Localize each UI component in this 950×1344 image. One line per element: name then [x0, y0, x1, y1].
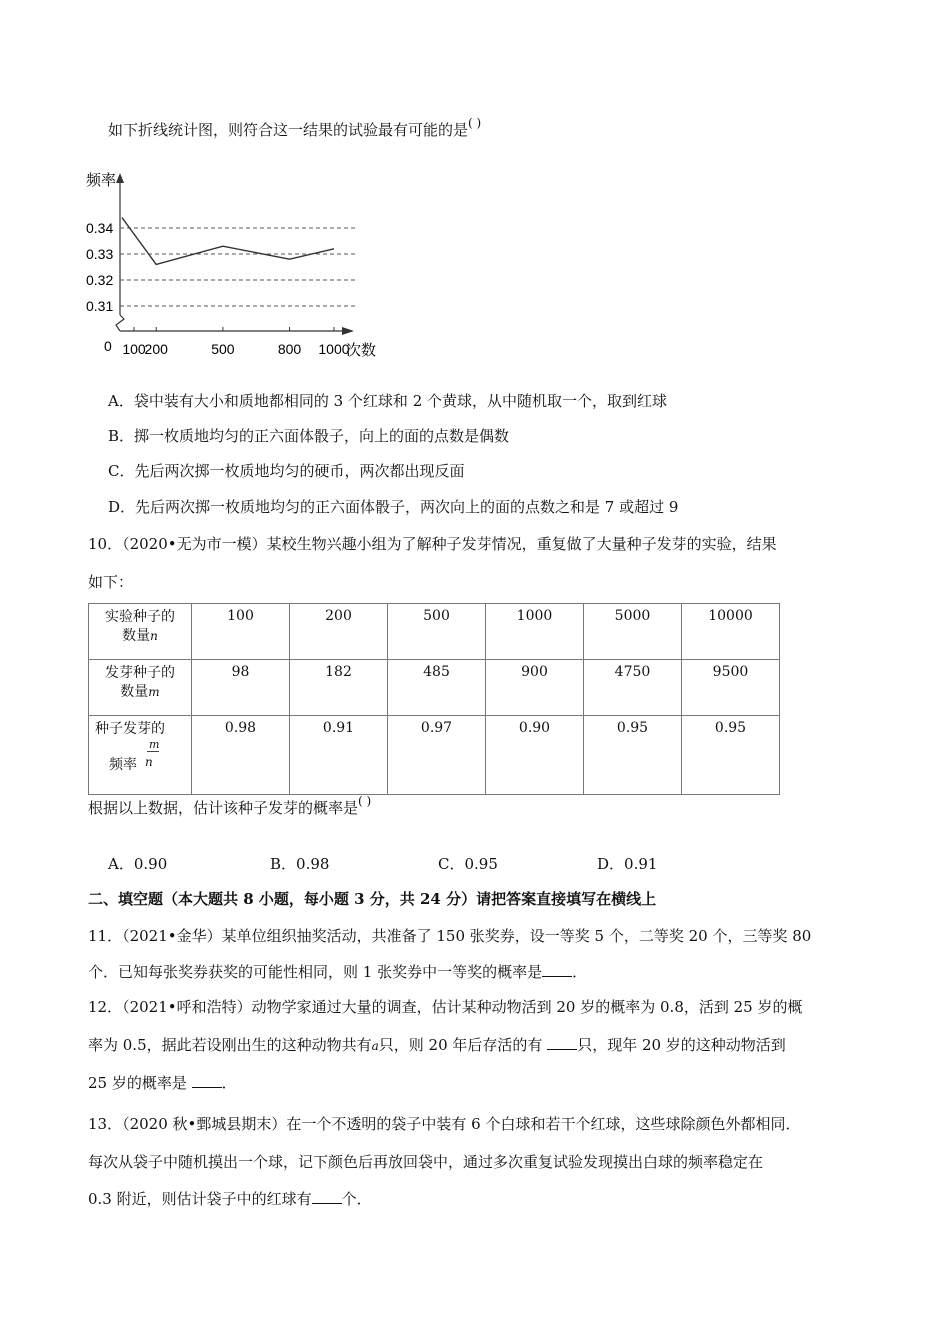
q10-line1: [88, 534, 777, 554]
table-cell: 9500: [682, 660, 780, 716]
row-header-germinated-count: 发芽种子的 数量m: [89, 660, 192, 716]
x-axis-arrow: [342, 327, 354, 335]
table-cell: 1000: [486, 604, 584, 660]
q10-number: 10．: [88, 535, 123, 553]
fraction-numerator: m: [149, 738, 160, 751]
y-axis-label: 频率: [86, 172, 117, 189]
y-tick-label: 0.32: [86, 272, 114, 288]
y-tick-label: 0.34: [86, 220, 114, 236]
table-cell: 200: [290, 604, 388, 660]
origin-label: 0: [104, 338, 112, 354]
option-text: 袋中装有大小和质地都相同的 3 个红球和 2 个黄球，从中随机取一个，取到红球: [133, 392, 668, 410]
seed-germination-table: [88, 603, 780, 795]
q11-line2: 个．已知每张奖券获奖的可能性相同，则 1 张奖券中一等奖的概率是 ．: [88, 963, 588, 981]
x-tick-label: 200: [144, 341, 168, 357]
table-cell: 0.95: [682, 716, 780, 795]
table-row: [89, 604, 780, 660]
answer-blank[interactable]: [547, 1035, 577, 1050]
y-axis-arrow: [116, 173, 124, 183]
option-text: 掷一枚质地均匀的正六面体骰子，向上的面的点数是偶数: [134, 427, 510, 445]
q9-option-a: [108, 391, 667, 411]
option-letter: B．: [108, 427, 135, 445]
option-letter: D．: [108, 498, 136, 516]
q10-option-b: B．0.98: [270, 855, 330, 873]
table-cell: 5000: [584, 604, 682, 660]
table-cell: 485: [388, 660, 486, 716]
table-cell: 500: [388, 604, 486, 660]
table-cell: 900: [486, 660, 584, 716]
q12-line3: 25 岁的概率是 ．: [88, 1074, 237, 1092]
table-cell: 0.90: [486, 716, 584, 795]
q10-line2: 如下：: [88, 573, 134, 591]
q12-line1: 12．（2021•呼和浩特）动物学家通过大量的调查，估计某种动物活到 20 岁的概率为 0.8，活到 25 岁的概: [88, 998, 803, 1016]
var-m: m: [148, 685, 160, 699]
q12-line2: 率为 0.5，据此若设刚出生的这种动物共有a只，则 20 年后存活的有 只，现年 20 岁的这种动物活到: [88, 1036, 786, 1054]
q10-option-c: C．0.95: [438, 855, 498, 873]
q10-after: 根据以上数据，估计该种子发芽的概率是( ): [88, 794, 372, 817]
option-text: 先后两次掷一枚质地均匀的正六面体骰子，两次向上的面的点数之和是 7 或超过 9: [135, 498, 679, 516]
q13-line3: 0.3 附近，则估计袋子中的红球有 个．: [88, 1190, 372, 1208]
q9-intro: [108, 116, 482, 141]
table-cell: 0.95: [584, 716, 682, 795]
x-tick-label: 1000: [318, 341, 350, 357]
y-tick-label: 0.31: [86, 298, 114, 314]
x-axis-label: 次数: [346, 342, 377, 359]
q10-answer-paren: ( ): [358, 794, 372, 808]
table-cell: 0.97: [388, 716, 486, 795]
table-row: [89, 660, 780, 716]
q9-option-d: [108, 497, 678, 517]
q9-answer-paren: ( ): [468, 116, 482, 130]
table-cell: 100: [192, 604, 290, 660]
q10-source: （2020•无为市一模）: [122, 535, 267, 553]
q10-option-a: A．0.90: [108, 855, 168, 873]
frequency-line-chart: [80, 165, 390, 365]
fraction-denominator: n: [145, 755, 153, 769]
option-letter: A．: [108, 392, 134, 410]
y-tick-label: 0.33: [86, 246, 114, 262]
table-cell: 182: [290, 660, 388, 716]
axis-break-symbol: [116, 315, 124, 331]
answer-blank[interactable]: [312, 1189, 342, 1204]
option-text: 先后两次掷一枚质地均匀的硬币，两次都出现反面: [134, 462, 465, 480]
q10-text: 某校生物兴趣小组为了解种子发芽情况，重复做了大量种子发芽的实验，结果: [266, 535, 777, 553]
x-tick-label: 500: [211, 341, 235, 357]
table-cell: 0.98: [192, 716, 290, 795]
table-cell: 98: [192, 660, 290, 716]
q11-line1: 11．（2021•金华）某单位组织抽奖活动，共准备了 150 张奖券，设一等奖 5 个，二等奖 20 个，三等奖 80: [88, 927, 812, 945]
section-heading: 二、填空题（本大题共 8 小题，每小题 3 分，共 24 分）请把答案直接填写在横线上: [88, 890, 657, 908]
q13-line2: 每次从袋子中随机摸出一个球，记下颜色后再放回袋中，通过多次重复试验发现摸出白球的频率稳定在: [88, 1153, 764, 1171]
q9-option-c: [108, 461, 465, 481]
frequency-series-line: [122, 218, 334, 265]
row-header-seed-count: 实验种子的 数量n: [89, 604, 192, 660]
q9-option-b: [108, 426, 509, 446]
q13-line1: 13．（2020 秋•鄄城县期末）在一个不透明的袋子中装有 6 个白球和若干个红球，这些球除颜色外都相同．: [88, 1115, 801, 1133]
q10-option-d: D．0.91: [597, 855, 658, 873]
table-row: [89, 716, 780, 795]
q9-intro-text: 如下折线统计图，则符合这一结果的试验最有可能的是: [108, 121, 469, 139]
table-cell: 0.91: [290, 716, 388, 795]
var-a: a: [371, 1039, 379, 1053]
answer-blank[interactable]: [192, 1073, 222, 1088]
x-tick-label: 100: [122, 341, 146, 357]
table-cell: 10000: [682, 604, 780, 660]
option-letter: C．: [108, 462, 135, 480]
var-n: n: [150, 629, 158, 643]
table-cell: 4750: [584, 660, 682, 716]
row-header-frequency: 种子发芽的 m 频率 n: [89, 716, 192, 795]
x-tick-label: 800: [277, 341, 302, 357]
answer-blank[interactable]: [542, 962, 572, 977]
